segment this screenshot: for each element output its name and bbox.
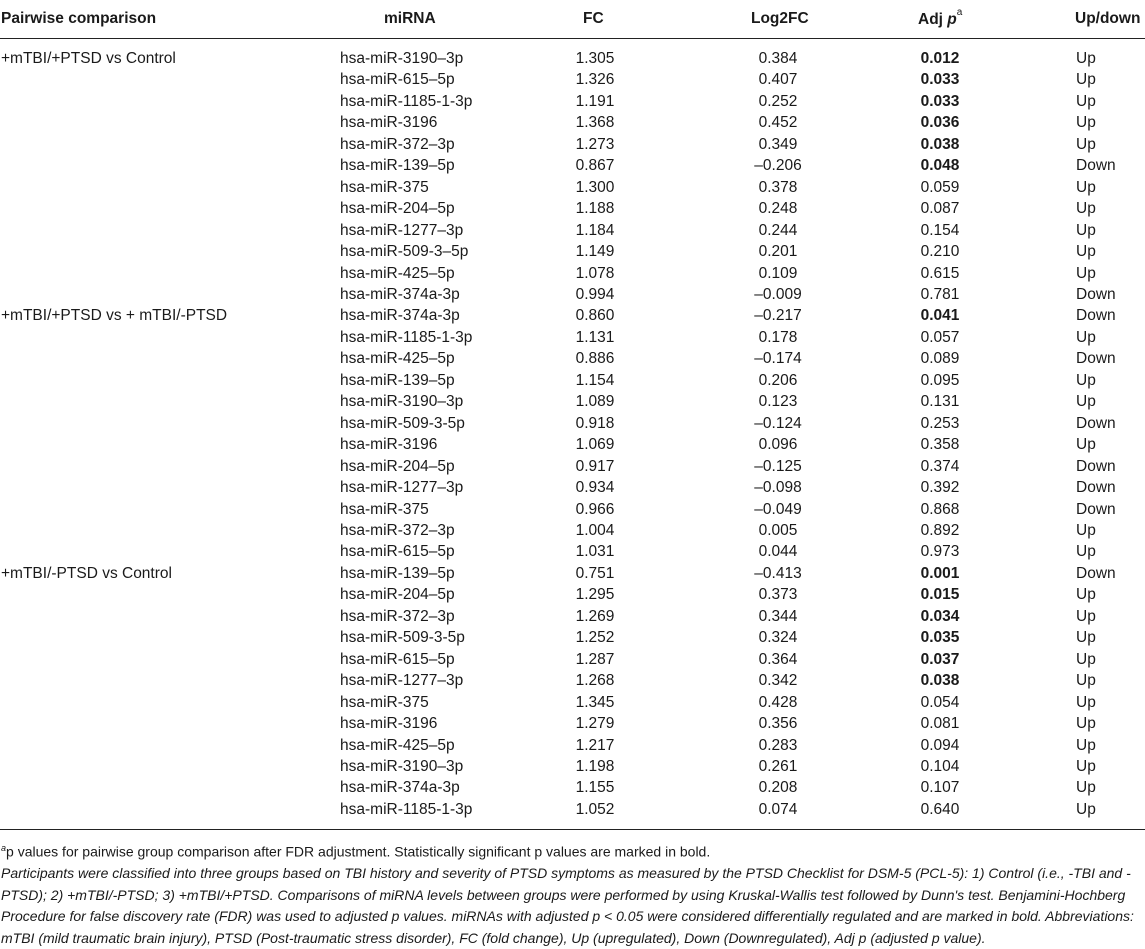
- header-log2fc: Log2FC: [751, 10, 809, 27]
- table-row: [0, 756, 1145, 777]
- cell-fc: 1.345: [575, 693, 615, 711]
- cell-log2fc: –0.009: [754, 285, 802, 303]
- cell-mirna: hsa-miR-204–5p: [340, 586, 455, 604]
- table-row: [0, 284, 1145, 305]
- cell-mirna: hsa-miR-615–5p: [340, 543, 455, 561]
- cell-updown: Up: [1076, 50, 1096, 67]
- cell-fc: 1.268: [575, 672, 615, 690]
- cell-adjp: 0.640: [920, 800, 960, 818]
- cell-log2fc: 0.373: [758, 586, 798, 604]
- cell-log2fc: 0.096: [758, 436, 798, 454]
- cell-fc: 1.184: [575, 221, 615, 239]
- cell-log2fc: 0.324: [758, 629, 798, 647]
- cell-updown: Up: [1076, 650, 1096, 668]
- cell-adjp: 0.781: [920, 285, 960, 303]
- cell-fc: 1.300: [575, 178, 615, 196]
- cell-adjp: 0.154: [920, 221, 960, 239]
- header-updown: Up/down: [1075, 10, 1141, 27]
- cell-adjp: 0.038: [920, 135, 960, 153]
- table-row: [0, 649, 1145, 670]
- cell-mirna: hsa-miR-1185-1-3p: [340, 328, 473, 346]
- cell-mirna: hsa-miR-372–3p: [340, 607, 455, 625]
- cell-fc: 1.191: [575, 92, 615, 110]
- table-row: [0, 499, 1145, 520]
- table-row: [0, 348, 1145, 369]
- cell-updown: Up: [1076, 178, 1096, 196]
- table-row: [0, 541, 1145, 562]
- cell-adjp: 0.253: [920, 414, 960, 432]
- table-row: [0, 584, 1145, 605]
- cell-adjp: 0.615: [920, 264, 960, 282]
- cell-log2fc: 0.123: [758, 393, 798, 411]
- table-row: [0, 777, 1145, 798]
- cell-log2fc: –0.174: [754, 350, 802, 368]
- cell-mirna: hsa-miR-1277–3p: [340, 479, 464, 497]
- cell-mirna: hsa-miR-372–3p: [340, 521, 455, 539]
- table-row: [0, 134, 1145, 155]
- cell-log2fc: 0.384: [758, 50, 798, 67]
- cell-mirna: hsa-miR-374a-3p: [340, 307, 460, 325]
- cell-adjp: 0.973: [920, 543, 960, 561]
- cell-fc: 1.154: [575, 371, 615, 389]
- cell-updown: Up: [1076, 521, 1096, 539]
- cell-mirna: hsa-miR-375: [340, 500, 429, 518]
- cell-fc: 1.368: [575, 114, 615, 132]
- cell-adjp: 0.094: [920, 736, 960, 754]
- header-comparison: Pairwise comparison: [1, 10, 157, 27]
- cell-mirna: hsa-miR-1185-1-3p: [340, 800, 473, 818]
- table-row: [0, 713, 1145, 734]
- cell-updown: Up: [1076, 114, 1096, 132]
- cell-fc: 0.751: [575, 564, 615, 582]
- cell-fc: 1.287: [575, 650, 615, 668]
- cell-mirna: hsa-miR-204–5p: [340, 457, 455, 475]
- table-row: [0, 327, 1145, 348]
- cell-adjp: 0.131: [920, 393, 960, 411]
- cell-updown: Up: [1076, 693, 1096, 711]
- cell-mirna: hsa-miR-139–5p: [340, 564, 455, 582]
- cell-adjp: 0.868: [920, 500, 960, 518]
- cell-adjp: 0.892: [920, 521, 960, 539]
- cell-updown: Up: [1076, 800, 1096, 818]
- cell-log2fc: 0.044: [758, 543, 798, 561]
- cell-updown: Down: [1076, 479, 1116, 497]
- cell-adjp: 0.374: [920, 457, 960, 475]
- table-row: [0, 413, 1145, 434]
- table-row: [0, 735, 1145, 756]
- cell-fc: 1.188: [575, 200, 615, 218]
- cell-fc: 1.269: [575, 607, 615, 625]
- cell-adjp: 0.095: [920, 371, 960, 389]
- cell-comparison: +mTBI/-PTSD vs Control: [1, 564, 172, 582]
- cell-log2fc: 0.201: [758, 243, 798, 261]
- cell-adjp: 0.081: [920, 715, 960, 733]
- cell-fc: 1.149: [575, 243, 615, 261]
- cell-mirna: hsa-miR-3196: [340, 114, 438, 132]
- cell-updown: Up: [1076, 736, 1096, 754]
- table-row: [0, 155, 1145, 176]
- cell-updown: Up: [1076, 243, 1096, 261]
- cell-updown: Up: [1076, 779, 1096, 797]
- cell-adjp: 0.210: [920, 243, 960, 261]
- cell-adjp: 0.015: [920, 586, 960, 604]
- cell-adjp: 0.104: [920, 757, 960, 775]
- table-row: [0, 370, 1145, 391]
- cell-fc: 0.918: [575, 414, 615, 432]
- cell-log2fc: 0.428: [758, 693, 798, 711]
- cell-comparison: +mTBI/+PTSD vs Control: [1, 50, 176, 67]
- cell-fc: 0.994: [575, 285, 615, 303]
- cell-updown: Down: [1076, 307, 1116, 325]
- cell-updown: Up: [1076, 629, 1096, 647]
- cell-fc: 0.966: [575, 500, 615, 518]
- cell-updown: Up: [1076, 264, 1096, 282]
- cell-log2fc: 0.344: [758, 607, 798, 625]
- cell-mirna: hsa-miR-139–5p: [340, 371, 455, 389]
- cell-fc: 1.198: [575, 757, 615, 775]
- cell-adjp: 0.059: [920, 178, 960, 196]
- cell-fc: 1.131: [575, 328, 615, 346]
- cell-log2fc: 0.452: [758, 114, 798, 132]
- header-rule: [0, 38, 1145, 39]
- cell-fc: 1.089: [575, 393, 615, 411]
- cell-log2fc: 0.252: [758, 92, 798, 110]
- cell-log2fc: 0.244: [758, 221, 798, 239]
- cell-log2fc: 0.342: [758, 672, 798, 690]
- cell-log2fc: –0.049: [754, 500, 802, 518]
- cell-adjp: 0.107: [920, 779, 960, 797]
- table-body: [0, 48, 1145, 820]
- cell-mirna: hsa-miR-509-3–5p: [340, 243, 469, 261]
- cell-adjp: 0.054: [920, 693, 960, 711]
- cell-log2fc: 0.206: [758, 371, 798, 389]
- table-row: [0, 456, 1145, 477]
- table-row: [0, 220, 1145, 241]
- cell-fc: 1.078: [575, 264, 615, 282]
- cell-fc: 1.031: [575, 543, 615, 561]
- table-row: [0, 477, 1145, 498]
- cell-mirna: hsa-miR-375: [340, 178, 429, 196]
- cell-adjp: 0.033: [920, 92, 960, 110]
- table-header: [0, 0, 1145, 38]
- table-row: [0, 112, 1145, 133]
- cell-log2fc: –0.124: [754, 414, 802, 432]
- cell-adjp: 0.048: [920, 157, 960, 175]
- cell-updown: Down: [1076, 350, 1116, 368]
- cell-updown: Up: [1076, 71, 1096, 89]
- cell-fc: 1.279: [575, 715, 615, 733]
- cell-adjp: 0.358: [920, 436, 960, 454]
- cell-log2fc: 0.261: [758, 757, 798, 775]
- cell-fc: 1.155: [575, 779, 615, 797]
- cell-updown: Up: [1076, 543, 1096, 561]
- cell-mirna: hsa-miR-425–5p: [340, 264, 455, 282]
- cell-mirna: hsa-miR-425–5p: [340, 350, 455, 368]
- cell-updown: Up: [1076, 328, 1096, 346]
- cell-mirna: hsa-miR-509-3-5p: [340, 629, 465, 647]
- cell-mirna: hsa-miR-139–5p: [340, 157, 455, 175]
- cell-updown: Up: [1076, 715, 1096, 733]
- cell-adjp: 0.087: [920, 200, 960, 218]
- cell-log2fc: –0.217: [754, 307, 802, 325]
- cell-fc: 1.273: [575, 135, 615, 153]
- cell-fc: 1.295: [575, 586, 615, 604]
- cell-fc: 1.305: [575, 50, 615, 67]
- cell-mirna: hsa-miR-1277–3p: [340, 221, 464, 239]
- cell-log2fc: 0.248: [758, 200, 798, 218]
- cell-log2fc: 0.378: [758, 178, 798, 196]
- cell-updown: Up: [1076, 92, 1096, 110]
- cell-mirna: hsa-miR-3196: [340, 715, 438, 733]
- cell-log2fc: 0.407: [758, 71, 798, 89]
- table-row: [0, 69, 1145, 90]
- cell-fc: 1.004: [575, 521, 615, 539]
- cell-updown: Up: [1076, 757, 1096, 775]
- cell-mirna: hsa-miR-509-3-5p: [340, 414, 465, 432]
- cell-updown: Up: [1076, 200, 1096, 218]
- table-row: [0, 434, 1145, 455]
- cell-log2fc: –0.413: [754, 564, 802, 582]
- cell-adjp: 0.036: [920, 114, 960, 132]
- table-row: [0, 263, 1145, 284]
- cell-fc: 0.867: [575, 157, 615, 175]
- bottom-rule: [0, 829, 1145, 830]
- cell-mirna: hsa-miR-372–3p: [340, 135, 455, 153]
- cell-log2fc: –0.125: [754, 457, 802, 475]
- cell-fc: 1.217: [575, 736, 615, 754]
- table-row: [0, 520, 1145, 541]
- cell-updown: Up: [1076, 607, 1096, 625]
- cell-log2fc: 0.178: [758, 328, 798, 346]
- cell-log2fc: –0.206: [754, 157, 802, 175]
- cell-log2fc: 0.349: [758, 135, 798, 153]
- table-row: [0, 198, 1145, 219]
- cell-log2fc: 0.208: [758, 779, 798, 797]
- cell-log2fc: –0.098: [754, 479, 802, 497]
- table-row: [0, 391, 1145, 412]
- table-row: [0, 305, 1145, 326]
- cell-comparison: +mTBI/+PTSD vs + mTBI/-PTSD: [1, 307, 228, 325]
- cell-mirna: hsa-miR-374a-3p: [340, 285, 460, 303]
- header-mirna: miRNA: [384, 10, 436, 27]
- cell-log2fc: 0.005: [758, 521, 798, 539]
- cell-mirna: hsa-miR-615–5p: [340, 71, 455, 89]
- table-row: [0, 241, 1145, 262]
- cell-updown: Up: [1076, 672, 1096, 690]
- cell-mirna: hsa-miR-3196: [340, 436, 438, 454]
- cell-adjp: 0.037: [920, 650, 960, 668]
- cell-fc: 0.934: [575, 479, 615, 497]
- cell-updown: Down: [1076, 457, 1116, 475]
- cell-updown: Up: [1076, 436, 1096, 454]
- cell-adjp: 0.089: [920, 350, 960, 368]
- cell-updown: Up: [1076, 586, 1096, 604]
- footnote-note: Participants were classified into three groups based on TBI history and severity of PTSD symptoms as measured by the PTSD Checklist for DSM-5 (PCL-5): 1) Control (i.e., -TBI and -PTSD); 2) +mTBI/-PTSD; 3) +mTBI/+PTSD. Comparisons of miRNA levels between groups were performed by using Kruskal-Wallis test followed by Dunn's test. Benjamini-Hochberg Procedure for false discovery rate (FDR) was used to adjusted p values. miRNAs with adjusted p < 0.05 were considered differentially regulated and are marked in bold. Abbreviations: mTBI (mild traumatic brain injury), PTSD (Post-traumatic stress disorder), FC (fold change), Up (upregulated), Down (Downregulated), Adj p (adjusted p value).: [1, 865, 1134, 946]
- footnote-line: $^a$p values for pairwise group comparison after FDR adjustment. Statistically significant p values are marked in bold.: [1, 843, 711, 860]
- cell-mirna: hsa-miR-204–5p: [340, 200, 455, 218]
- cell-adjp: 0.034: [920, 607, 960, 625]
- cell-updown: Down: [1076, 500, 1116, 518]
- cell-adjp: 0.038: [920, 672, 960, 690]
- table-row: [0, 91, 1145, 112]
- cell-fc: 0.886: [575, 350, 615, 368]
- table-row: [0, 606, 1145, 627]
- cell-updown: Up: [1076, 371, 1096, 389]
- table-row: [0, 563, 1145, 584]
- cell-log2fc: 0.283: [758, 736, 798, 754]
- cell-updown: Up: [1076, 221, 1096, 239]
- cell-updown: Down: [1076, 157, 1116, 175]
- cell-fc: 1.069: [575, 436, 615, 454]
- table-row: [0, 670, 1145, 691]
- cell-mirna: hsa-miR-3190–3p: [340, 50, 464, 67]
- cell-adjp: 0.012: [920, 50, 960, 67]
- cell-fc: 1.326: [575, 71, 615, 89]
- table-row: [0, 692, 1145, 713]
- cell-mirna: hsa-miR-615–5p: [340, 650, 455, 668]
- table-row: [0, 627, 1145, 648]
- table-row: [0, 48, 1145, 69]
- table-row: [0, 799, 1145, 820]
- cell-mirna: hsa-miR-375: [340, 693, 429, 711]
- cell-fc: 1.252: [575, 629, 615, 647]
- cell-adjp: 0.057: [920, 328, 960, 346]
- header-fc: FC: [583, 10, 604, 27]
- cell-fc: 1.052: [575, 800, 615, 818]
- cell-mirna: hsa-miR-1185-1-3p: [340, 92, 473, 110]
- cell-fc: 0.917: [575, 457, 615, 475]
- table-row: [0, 177, 1145, 198]
- cell-mirna: hsa-miR-1277–3p: [340, 672, 464, 690]
- cell-adjp: 0.041: [920, 307, 960, 325]
- cell-mirna: hsa-miR-374a-3p: [340, 779, 460, 797]
- cell-updown: Down: [1076, 564, 1116, 582]
- cell-updown: Down: [1076, 414, 1116, 432]
- cell-adjp: 0.033: [920, 71, 960, 89]
- cell-mirna: hsa-miR-3190–3p: [340, 393, 464, 411]
- cell-log2fc: 0.109: [758, 264, 798, 282]
- cell-updown: Down: [1076, 285, 1116, 303]
- cell-mirna: hsa-miR-425–5p: [340, 736, 455, 754]
- cell-fc: 0.860: [575, 307, 615, 325]
- table-footnote: [1, 838, 1141, 949]
- cell-log2fc: 0.364: [758, 650, 798, 668]
- cell-log2fc: 0.356: [758, 715, 798, 733]
- cell-log2fc: 0.074: [758, 800, 798, 818]
- cell-adjp: 0.001: [920, 564, 960, 582]
- cell-mirna: hsa-miR-3190–3p: [340, 757, 464, 775]
- cell-adjp: 0.392: [920, 479, 960, 497]
- cell-adjp: 0.035: [920, 629, 960, 647]
- cell-updown: Up: [1076, 393, 1096, 411]
- cell-updown: Up: [1076, 135, 1096, 153]
- header-adjp: Adj $p^a$: [918, 7, 963, 29]
